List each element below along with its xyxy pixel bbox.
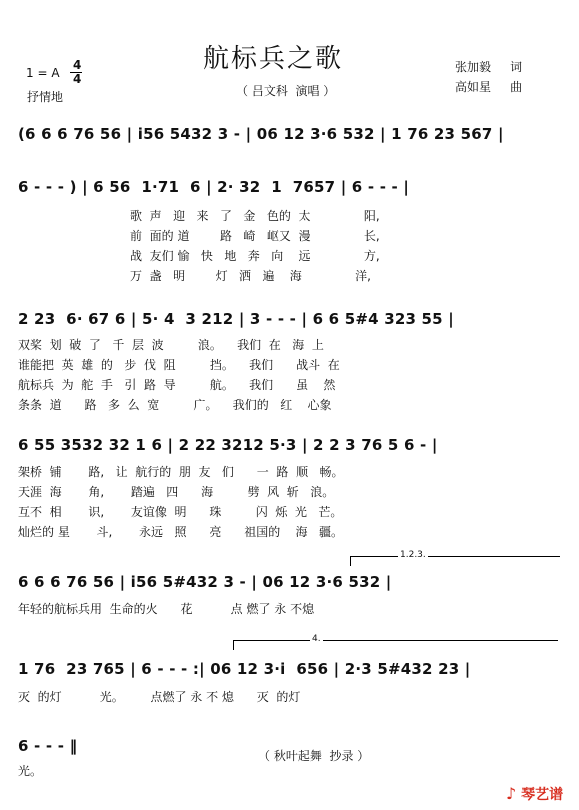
watermark-icon: ♪ (506, 784, 517, 803)
volta-bracket-1-hook (350, 556, 351, 566)
score-line-5: 6 6 6 76 56 | i56 5#432 3 - | 06 12 3·6 532 | (18, 573, 392, 591)
lyric-4-v3: 互不 相 识, 友谊像 明 珠 闪 烁 光 芒。 (18, 505, 343, 519)
lyric-3-v2: 谁能把 英 雄 的 步 伐 阻 挡。 我们 战斗 在 (18, 358, 340, 372)
watermark-text: 琴艺谱 (521, 787, 564, 803)
song-title: 航标兵之歌 (203, 44, 344, 74)
lyric-3-v4: 条条 道 路 多 么 宽 广。 我们的 红 心象 (18, 398, 332, 412)
volta-label-1: 1.2.3. (400, 550, 426, 560)
watermark-logo (506, 784, 563, 804)
volta-label-2: 4. (312, 634, 321, 644)
volta-bracket-2 (233, 640, 558, 641)
lyric-4-v4: 灿烂的 星 斗, 永远 照 亮 祖国的 海 疆。 (18, 525, 343, 539)
lyric-3-v1: 双桨 划 破 了 千 层 波 浪。 我们 在 海 上 (18, 338, 324, 352)
score-line-2: 6 - - - ) | 6 56 1·71 6 | 2· 32 1 7657 | 6 - - - | (18, 178, 410, 196)
lyric-5-v1: 年轻的航标兵用 生命的火 花 点 燃了 永 不熄 (18, 602, 315, 616)
volta-bracket-2-hook (233, 640, 234, 650)
singer-credit: （ 吕文科 演唱 ） (236, 84, 336, 98)
lyric-2-v2: 前 面的 道 路 崎 岖又 漫 长, (130, 229, 380, 243)
score-line-7: 6 - - - ‖ (18, 737, 78, 755)
lyric-4-v1: 架桥 铺 路, 让 航行的 朋 友 们 一 路 顺 畅。 (18, 465, 344, 479)
composer-credit: 高如星 曲 (455, 80, 523, 94)
score-line-1: (6 6 6 76 56 | i56 5432 3 - | 06 12 3·6 532 | 1 76 23 567 | (18, 125, 504, 143)
volta-bracket-1 (350, 556, 560, 557)
score-line-3: 2 23 6· 67 6 | 5· 4 3 212 | 3 - - - | 6 6 5#4 323 55 | (18, 310, 454, 328)
lyric-2-v1: 歌 声 迎 来 了 金 色的 太 阳, (130, 209, 380, 223)
key-signature: 1 = A (26, 66, 60, 80)
lyric-7-v1: 光。 (18, 764, 43, 778)
score-line-6: 1 76 23 765 | 6 - - - :| 06 12 3·i 656 | 2·3 5#432 23 | (18, 660, 471, 678)
time-signature-top: 4 (73, 58, 82, 72)
lyric-3-v3: 航标兵 为 舵 手 引 路 导 航。 我们 虽 然 (18, 378, 336, 392)
mood-marking: 抒情地 (27, 90, 64, 104)
lyric-6-v1: 灭 的灯 光。 点燃了 永 不 熄 灭 的灯 (18, 690, 301, 704)
time-signature-bottom: 4 (73, 72, 82, 86)
score-line-4: 6 55 3532 32 1 6 | 2 22 3212 5·3 | 2 2 3 76 5 6 - | (18, 436, 438, 454)
transcriber-note: （ 秋叶起舞 抄录 ） (258, 749, 370, 763)
lyric-4-v2: 天涯 海 角, 踏遍 四 海 劈 风 斩 浪。 (18, 485, 335, 499)
lyricist-credit: 张加毅 词 (455, 60, 523, 74)
lyric-2-v3: 战 友们 愉 快 地 奔 向 远 方, (130, 249, 380, 263)
lyric-2-v4: 万 盏 明 灯 洒 遍 海 洋, (130, 269, 371, 283)
